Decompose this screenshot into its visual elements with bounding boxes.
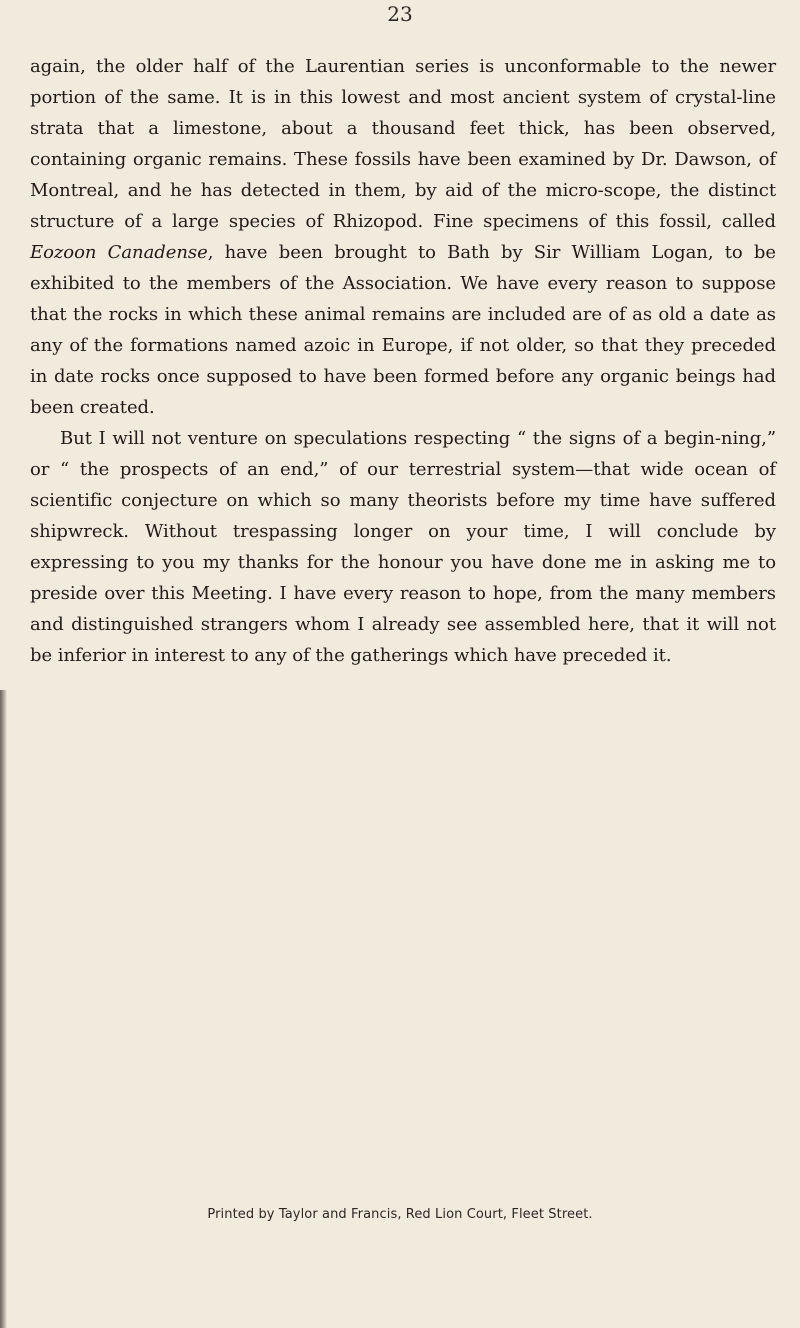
printer-imprint: Printed by Taylor and Francis, Red Lion Court, Fleet Street. [207, 1207, 593, 1222]
paragraph-1-part-2: , have been brought to Bath by Sir William Logan, to be exhibited to the members of the Association. We have every reason to suppose that the rocks in which these animal remains are included are of as old a date as any of the formations named azoic in Europe, if not older, so that they preceded in date rocks once supposed to have been formed before any organic beings had been created. [30, 242, 776, 418]
paragraph-1-part-1: again, the older half of the Laurentian series is unconformable to the newer portion of the same. It is in this lowest and most ancient system of crystal-line strata that a limestone, about a thousand feet thick, has been observed, containing organic remains. These fossils have been examined by Dr. Dawson, of Montreal, and he has detected in them, by aid of the micro-scope, the distinct structure of a large species of Rhizopod. Fine specimens of this fossil, called [30, 56, 776, 232]
page-binding-edge [0, 690, 7, 1328]
paragraph-1 [30, 51, 776, 423]
page-number: 23 [387, 2, 413, 26]
species-name: Eozoon Canadense [30, 242, 208, 263]
paragraph-2: But I will not venture on speculations respecting “ the signs of a begin-ning,” or “ the prospects of an end,” of our terrestrial system—that wide ocean of scientific conjecture on which so many theorists before my time have suffered shipwreck. Without trespassing longer on your time, I will conclude by expressing to you my thanks for the honour you have done me in asking me to preside over this Meeting. I have every reason to hope, from the many members and distinguished strangers whom I already see assembled here, that it will not be inferior in interest to any of the gatherings which have preceded it. [30, 428, 776, 666]
body-text [30, 51, 776, 671]
